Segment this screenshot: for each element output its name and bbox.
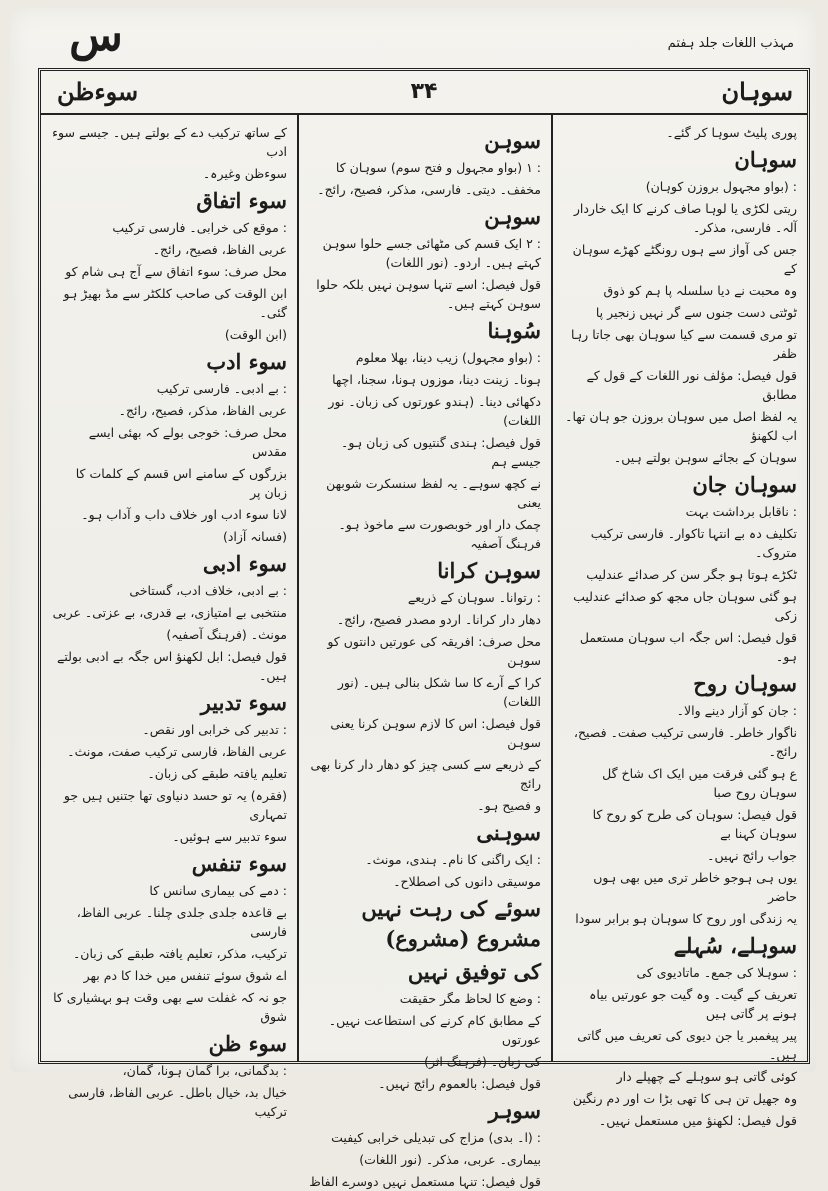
entry-text: قول فیصل: مؤلف نور اللغات کے قول کے مطابق [586, 368, 797, 402]
entry-text: : ۱ (بواو مجہول و فتح سوم) سوہان کا [335, 160, 541, 175]
page-header [41, 71, 807, 115]
entry-text: قول فیصل: تنہا مستعمل نہیں دوسرے الفاظ [309, 1174, 541, 1189]
entry-text: یہ لفظ اصل میں سوہان بروزن جو ہان تھا۔ اب لکھنؤ [565, 409, 797, 443]
entry-text: : موقع کی خرابی۔ فارسی ترکیب [112, 220, 287, 235]
entry-text: : ناقابل برداشت بہت [685, 504, 797, 519]
entry-text: محل صرف: خوجی بولے کہ بھئی ایسے مقدس [88, 425, 287, 459]
column-right [553, 115, 807, 1128]
entry-text: لانا سوء ادب اور خلاف داب و آداب ہو۔ [81, 507, 287, 522]
entry-text: : بدگمانی، برا گمان ہونا، گمان، [122, 1063, 287, 1078]
entry-text: قول فیصل: اس جگہ اب سوہان مستعمل ہو۔ [579, 630, 797, 664]
entry-text: مونث۔ (فرہنگ آصفیہ) [166, 627, 287, 642]
entry-text: ترکیب، مذکر، تعلیم یافتہ طبقے کی زبان۔ [72, 946, 287, 961]
entry-headword: سوء ظن [208, 1031, 287, 1056]
entry-text: عربی الفاظ، مذکر، فصیح، رائج۔ [118, 403, 287, 418]
entry-headword: سوہان روح [693, 671, 797, 696]
entry-text: کے مطابق کام کرنے کی استطاعت نہیں۔ عورتوں [328, 1013, 541, 1047]
entry-text: تعلیم یافتہ طبقے کی زبان۔ [147, 766, 287, 781]
entry-text: دھار دار کرانا۔ اردو مصدر فصیح، رائج۔ [336, 612, 541, 627]
entry-text: : جان کو آزار دینے والا۔ [676, 703, 797, 718]
entry-text: وہ محبت نے دیا سلسلہ پا ہم کو ذوق [603, 283, 797, 298]
entry-text: ریتی لکڑی یا لوہا صاف کرنے کا ایک خاردار آلہ۔ فارسی، مذکر۔ [573, 201, 797, 235]
entry-headword: سوہنی [476, 820, 541, 845]
entry-text: تعریف کے گیت۔ وہ گیت جو عورتیں بیاہ ہونے پر گاتی ہیں [589, 987, 797, 1021]
entry-headword: سوء اتفاق [196, 188, 287, 213]
dictionary-page [10, 8, 816, 1189]
entry-text: ہونا۔ زینت دینا، موزوں ہونا، سجنا، اچھا [332, 372, 541, 387]
entry-text: : تدبیر کی خرابی اور نقص۔ [142, 722, 287, 737]
entry-text: محل صرف: سوء اتفاق سے آج ہی شام کو [65, 264, 287, 279]
entry-text: : بے ادبی۔ فارسی ترکیب [156, 381, 287, 396]
entry-text: قول فیصل: لکھنؤ میں مستعمل نہیں۔ [598, 1113, 797, 1128]
entry-text: (فسانہ آزاد) [222, 529, 287, 544]
entry-text: (ابن الوقت) [224, 327, 287, 342]
entry-text: پوری پلیٹ سوہا کر گئے۔ [666, 125, 797, 140]
entry-text: وہ جھیل تن ہی کا تھی بڑا ت اور دم رنگین [572, 1091, 797, 1106]
page-number: ۳۴ [410, 79, 438, 104]
entry-headword: سوہلے، سُہلے [673, 933, 797, 958]
entry-text: جو نہ کہ غفلت سے بھی وقت ہو بہشیاری کا شوق [53, 990, 287, 1024]
entry-text: قول فیصل: اس کا لازم سوہن کرنا یعنی سوہن [330, 716, 541, 750]
entry-text: اے شوق سوئے تنفس میں خدا کا دم بھر [83, 968, 287, 983]
entry-text: خیال بد، خیال باطل۔ عربی الفاظ، فارسی ترکیب [68, 1085, 287, 1119]
entry-text: (فقرہ) یہ تو حسد دنیاوی تھا جتنیں ہیں جو تمہاری [63, 788, 287, 822]
entry-text: : (بواو مجہول) زیب دینا، بھلا معلوم [355, 350, 541, 365]
entry-text: جس کی آواز سے ہوں رونگٹے کھڑے سوہان کے [572, 242, 797, 276]
entry-text: بزرگوں کے سامنے اس قسم کے کلمات کا زبان پر [75, 466, 287, 500]
entry-text: و فصیح ہو۔ [477, 798, 541, 813]
entry-headword: سوہان [734, 147, 797, 172]
entry-text: : (ا۔ بدی) مزاج کی تبدیلی خرابی کیفیت [331, 1130, 541, 1145]
entry-headword: سوئے کی رہت نہیں مشروع (مشروع) [361, 896, 541, 951]
page-frame [38, 68, 810, 1189]
header-last-word: سوءظن [57, 77, 139, 106]
entry-text: چمک دار اور خوبصورت سے ماخوذ ہو۔ فرہنگ آصفیہ [338, 517, 541, 551]
entry-headword: سُوہنا [487, 318, 541, 343]
book-title: مہذب اللغات جلد ہفتم [667, 36, 794, 51]
entry-text: تکلیف دہ بے انتہا تاکوار۔ فارسی ترکیب متروک۔ [590, 526, 797, 560]
entry-text: : ایک راگنی کا نام۔ ہندی، مونث۔ [365, 852, 541, 867]
entry-text: قول فیصل: ہندی گنتیوں کی زبان ہو۔ جیسے ہم [341, 435, 541, 469]
header-first-word: سوہان [721, 77, 793, 106]
section-letter: س [69, 10, 123, 61]
entry-headword: سوہان جان [692, 472, 797, 497]
entry-text: کی زبان۔ (فرہنگ اثر) [424, 1054, 541, 1069]
entry-text: منتخبی بے امتیازی، بے قدری، بے عزتی۔ عربی [52, 605, 287, 620]
entry-text: تو مری قسمت سے کیا سوہان بھی جاتا رہا ظفر [571, 327, 797, 361]
entry-text: عربی الفاظ، فارسی ترکیب صفت، مونث۔ [67, 744, 287, 759]
entry-text: قول فیصل: اسے تنہا سوہن نہیں بلکہ حلوا سوہن کہتے ہیں۔ [316, 277, 541, 311]
entry-text: ابن الوقت کی صاحب کلکٹر سے مڈ بھیڑ ہو گئی۔ [63, 286, 287, 320]
entry-text: : دمے کی بیماری سانس کا [149, 883, 287, 898]
entry-headword: سوہن [484, 204, 541, 229]
entry-text: پیر پیغمبر یا جن دیوی کی تعریف میں گاتی ہیں۔ [577, 1028, 797, 1062]
entry-text: کے ساتھ ترکیب دے کے بولتے ہیں۔ جیسے سوء ادب [52, 125, 287, 159]
entry-headword: سوہر [488, 1098, 541, 1123]
entry-text: جواب رائج نہیں۔ [707, 848, 797, 863]
entry-headword: سوء ادب [206, 349, 287, 374]
entry-text: قول فیصل: بالعموم رائج نہیں۔ [378, 1076, 541, 1091]
entry-headword: کی توفیق نہیں [407, 959, 541, 984]
entry-headword: سوہن کرانا [437, 558, 541, 583]
entry-text: ناگوار خاطر۔ فارسی ترکیب صفت۔ فصیح، رائج۔ [573, 725, 797, 759]
column-left [41, 115, 297, 1119]
entry-text: : بے ادبی، خلاف ادب، گستاخی [129, 583, 287, 598]
entry-text: کوئی گاتی ہو سوہلے کے چھپلے دار [616, 1069, 797, 1084]
entry-text: سوءظن وغیرہ۔ [202, 166, 287, 181]
entry-text: : سوہلا کی جمع۔ ماتادیوی کی [636, 965, 797, 980]
entry-text: محل صرف: افریقہ کی عورتیں دانتوں کو سوہن [327, 634, 541, 668]
entry-text: نے کچھ سوہے۔ یہ لفظ سنسکرت شوبھن یعنی [326, 476, 541, 510]
entry-text: قول فیصل: سوہان کی طرح کو روح کا سوہان کہنا بے [592, 807, 797, 841]
column-middle [297, 115, 553, 1189]
entry-text: دکھائی دینا۔ (ہندو عورتوں کی زبان۔ نور اللغات) [328, 394, 541, 428]
entry-text: عربی الفاظ، فصیح، رائج۔ [152, 242, 287, 257]
entry-text: قول فیصل: ابل لکھنؤ اس جگہ بے ادبی بولتے ہیں۔ [57, 649, 287, 683]
entry-text: موسیقی دانوں کی اصطلاح۔ [393, 874, 541, 889]
entry-text: : وضع کا لحاظ مگر حقیقت [399, 991, 541, 1006]
entry-text: سوہان کے بجائے سوہن بولتے ہیں۔ [613, 450, 797, 465]
entry-text: ہو گئی سوہان جاں مجھ کو صدائے عندلیب زکی [573, 589, 797, 623]
entry-text: یہ زندگی اور روح کا سوہان ہو برابر سودا [575, 911, 797, 926]
entry-text: : ۲ ایک قسم کی مٹھائی جسے حلوا سوہن کہتے ہیں۔ اردو۔ (نور اللغات) [322, 236, 541, 270]
entry-text: ٹکڑے ہوتا ہو جگر سن کر صدائے عندلیب [586, 567, 797, 582]
entry-text: کرا کے آرے کا سا شکل بنالی ہیں۔ (نور اللغات) [337, 675, 541, 709]
entry-text: مخفف۔ دیتی۔ فارسی، مذکر، فصیح، رائج۔ [317, 182, 541, 197]
entry-text: بیماری۔ عربی، مذکر۔ (نور اللغات) [359, 1152, 541, 1167]
entry-text: کے ذریعے سے کسی چیز کو دھار دار کرنا بھی رائج [310, 757, 541, 791]
entry-text: سوء تدبیر سے ہوئیں۔ [172, 829, 287, 844]
entry-headword: سوء تدبیر [200, 690, 287, 715]
entry-text: : (بواو مجہول بروزن کوہان) [645, 179, 797, 194]
entry-text: ع ہو گئی فرقت میں ایک اک شاخ گل سوہان روح صبا [602, 766, 797, 800]
entry-text: ٹوٹتی دست جنوں سے گر نہیں زنجیر پا [595, 305, 797, 320]
entry-headword: سوء ادبی [202, 551, 287, 576]
entry-text: بے قاعدہ جلدی جلدی چلنا۔ عربی الفاظ، فارسی [76, 905, 287, 939]
entry-headword: سوہن [484, 128, 541, 153]
entry-text: : رتوانا۔ سوہان کے ذریعے [407, 590, 541, 605]
entry-text: یوں ہی ہوجو خاطر تری میں بھی ہوں حاضر [593, 870, 797, 904]
entry-headword: سوء تنفس [191, 851, 287, 876]
